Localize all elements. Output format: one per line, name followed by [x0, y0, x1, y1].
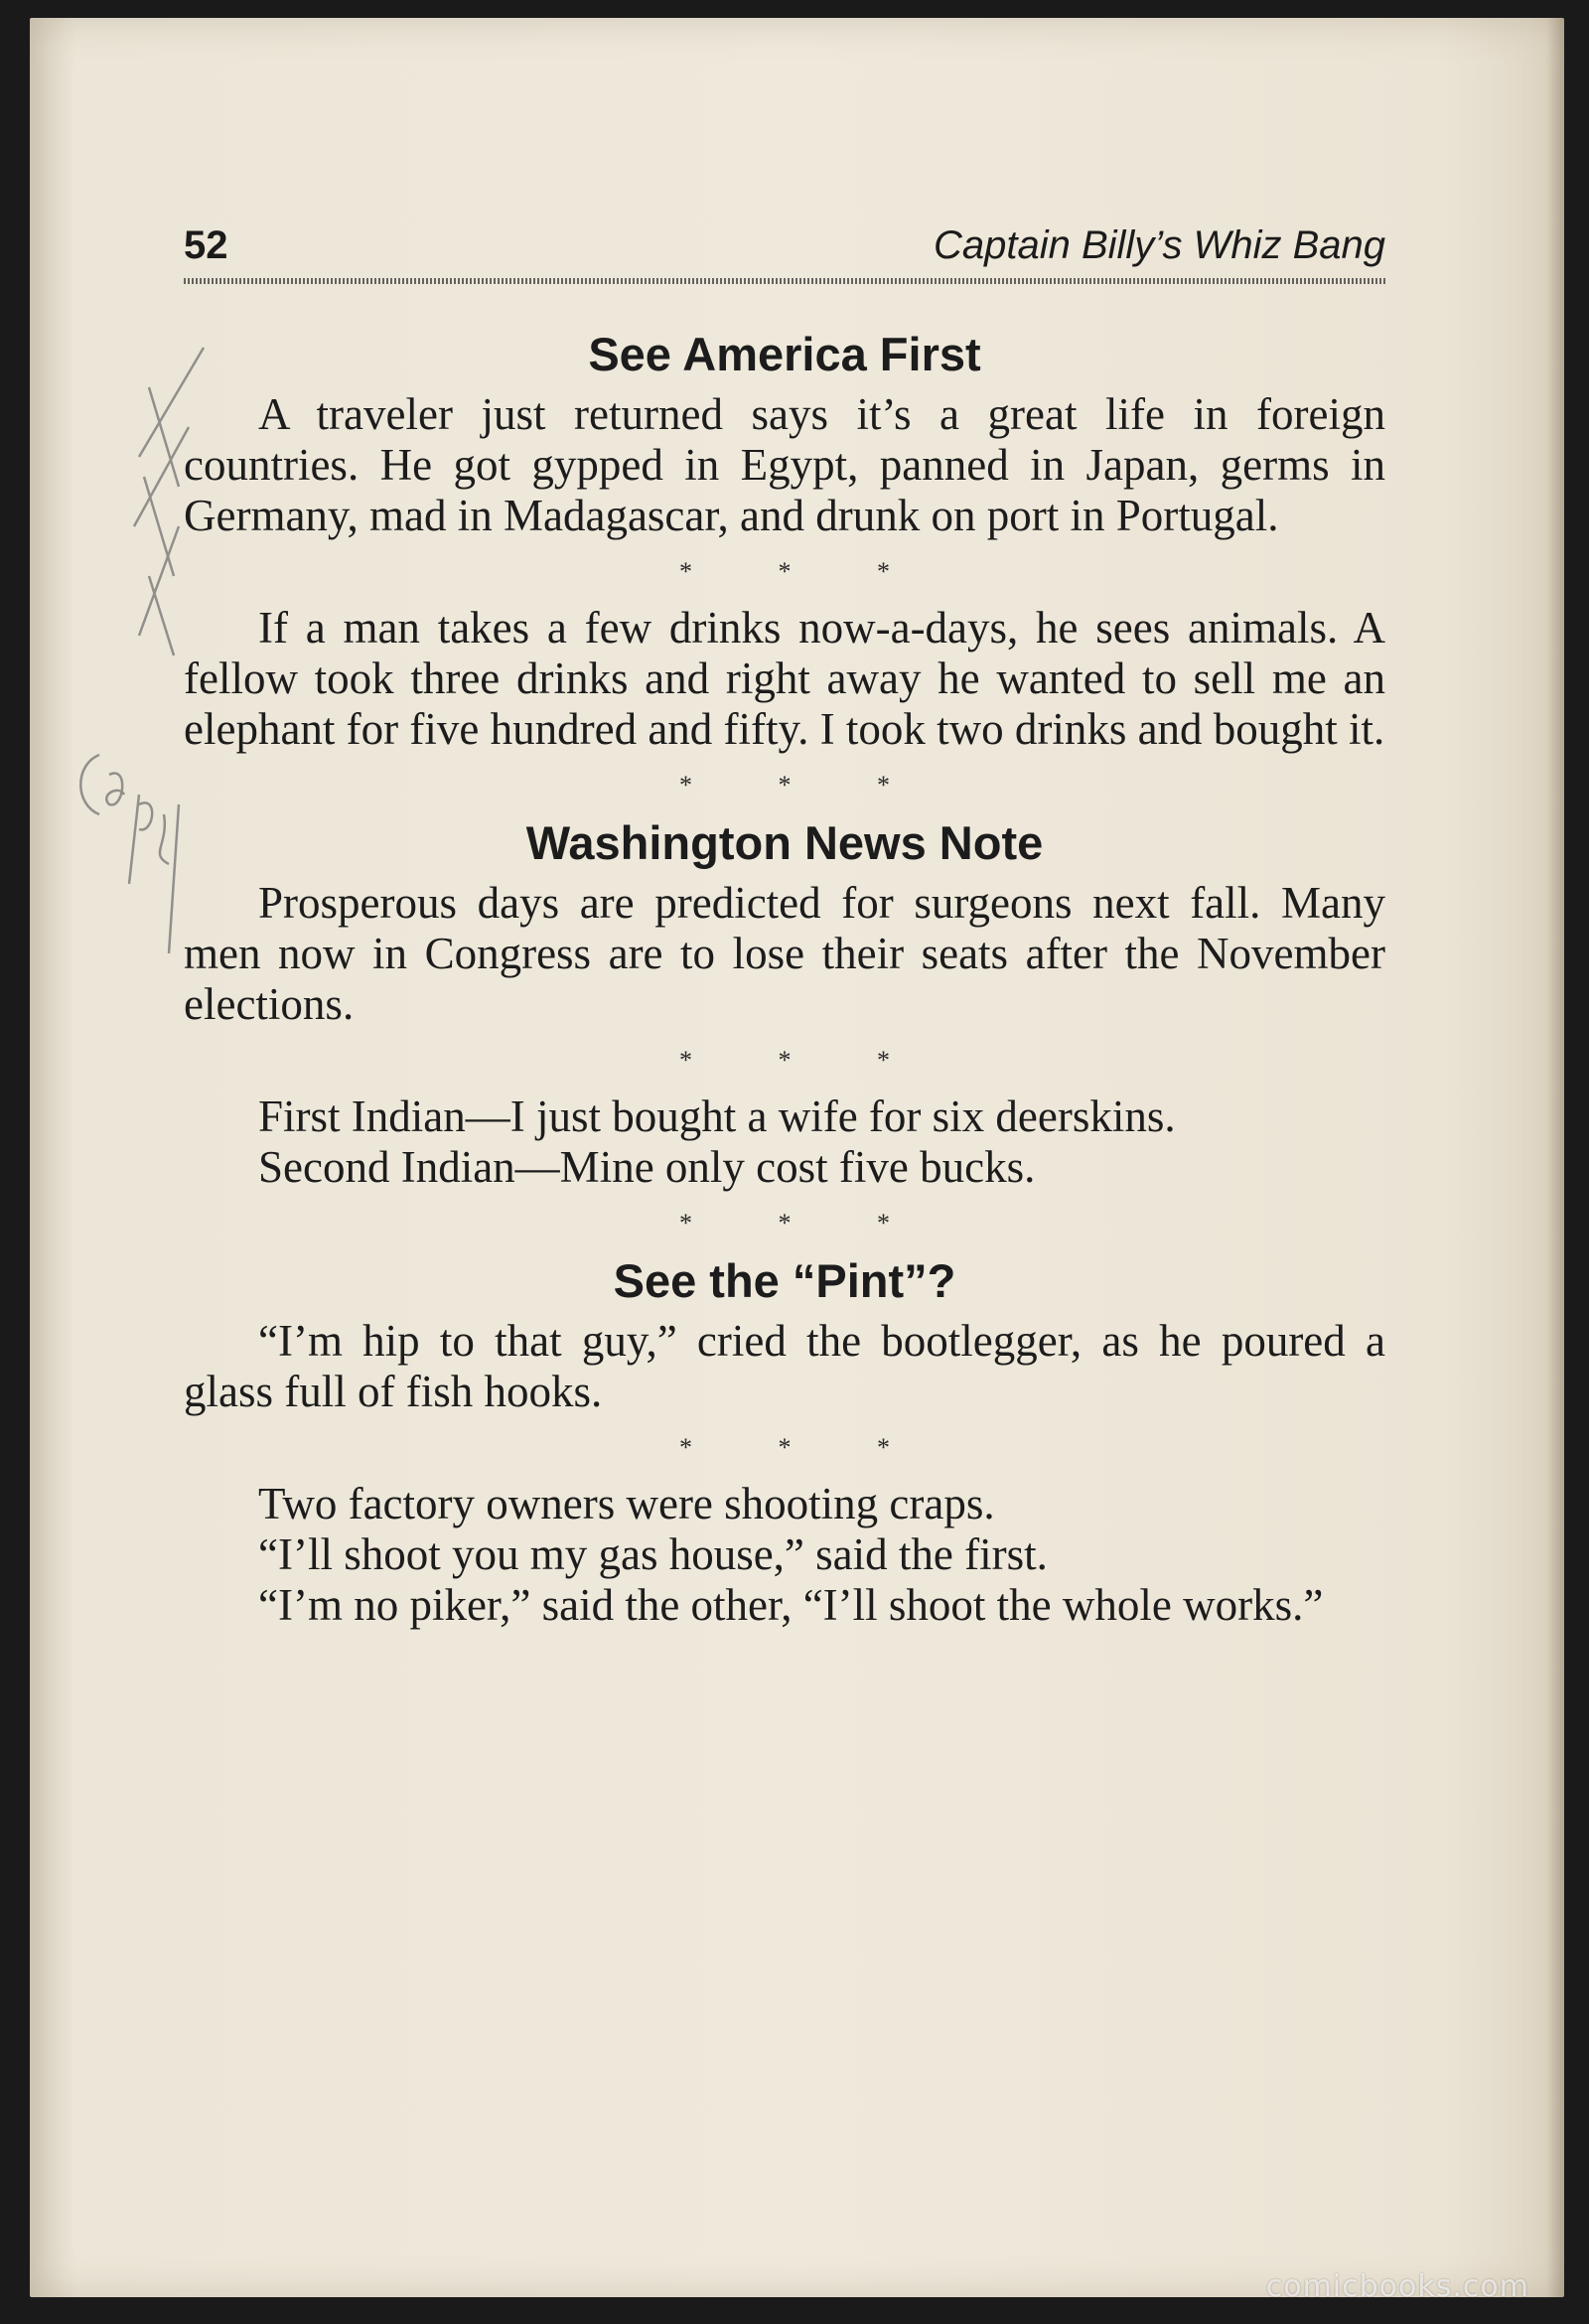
paragraph-surgeons: Prosperous days are predicted for surgeons next fall. Many men now in Congress are to lose their seats after the November elections.: [184, 878, 1385, 1030]
separator-stars: * * *: [679, 1209, 930, 1238]
paragraph-no-piker: “I’m no piker,” said the other, “I’ll shoot the whole works.”: [258, 1580, 1324, 1631]
separator-stars: * * *: [679, 1433, 930, 1463]
page-number: 52: [184, 223, 228, 267]
paragraph-factory-owners: Two factory owners were shooting craps.: [258, 1479, 995, 1529]
heading-see-the-pint: See the “Pint”?: [613, 1254, 956, 1308]
watermark: comicbooks.com: [1265, 2269, 1529, 2304]
paragraph-traveler: A traveler just returned says it’s a great life in foreign countries. He got gypped in Egypt, panned in Japan, germs in Germany, mad in Madagascar, and drunk on port in Portugal.: [184, 389, 1385, 541]
header-rule: [184, 278, 1385, 284]
paragraph-gas-house: “I’ll shoot you my gas house,” said the first.: [258, 1529, 1048, 1580]
page-edge-shadow: [1546, 18, 1564, 2297]
heading-see-america-first: See America First: [588, 328, 981, 380]
separator-stars: * * *: [679, 771, 930, 800]
separator-stars: * * *: [679, 1046, 930, 1076]
heading-washington-news-note: Washington News Note: [525, 816, 1044, 870]
page-header: [184, 223, 1385, 283]
paragraph-elephant: If a man takes a few drinks now-a-days, he sees animals. A fellow took three drinks and right away he wanted to sell me an elephant for five hundred and fifty. I took two drinks and bought it.: [184, 603, 1385, 755]
paragraph-bootlegger: “I’m hip to that guy,” cried the bootlegger, as he poured a glass full of fish hooks.: [184, 1316, 1385, 1417]
separator-stars: * * *: [679, 557, 930, 587]
page-content: [184, 318, 1385, 1631]
running-title: Captain Billy’s Whiz Bang: [933, 223, 1385, 267]
paragraph-second-indian: Second Indian—Mine only cost five bucks.: [258, 1142, 1036, 1193]
paragraph-first-indian: First Indian—I just bought a wife for six deerskins.: [258, 1091, 1176, 1142]
pencil-copy-note: [70, 735, 189, 963]
